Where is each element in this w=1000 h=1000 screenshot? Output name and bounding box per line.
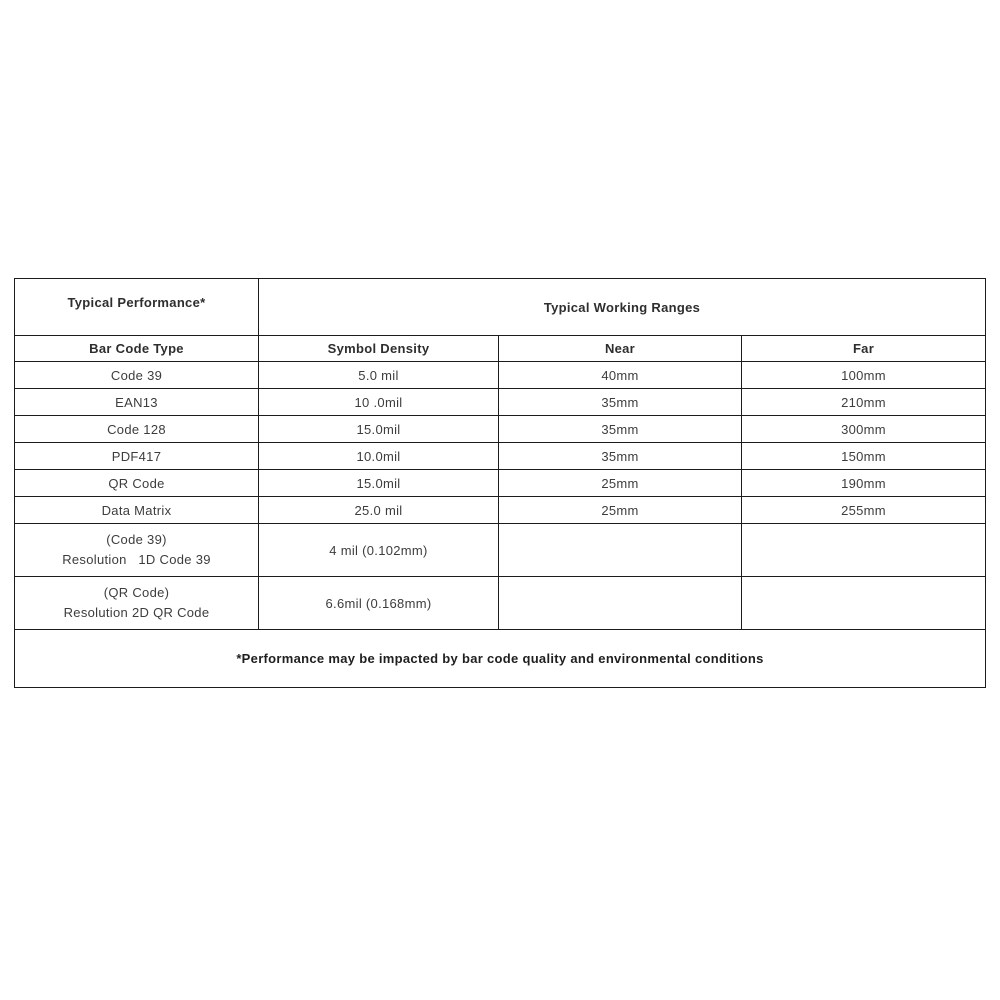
column-header-far: Far: [742, 336, 986, 362]
cell-far: 150mm: [742, 443, 986, 470]
cell-resolution-label: [15, 577, 259, 630]
cell-near: 35mm: [499, 443, 742, 470]
cell-density: 10.0mil: [259, 443, 499, 470]
cell-density: 10 .0mil: [259, 389, 499, 416]
cell-far: 100mm: [742, 362, 986, 389]
cell-near-empty: [499, 524, 742, 577]
cell-type: Code 39: [15, 362, 259, 389]
table-row: [15, 470, 986, 497]
cell-near: 35mm: [499, 389, 742, 416]
header-row-1: [15, 279, 986, 336]
cell-type: QR Code: [15, 470, 259, 497]
column-header-near: Near: [499, 336, 742, 362]
cell-type: Code 128: [15, 416, 259, 443]
cell-far-empty: [742, 577, 986, 630]
cell-far: 255mm: [742, 497, 986, 524]
cell-density: 15.0mil: [259, 416, 499, 443]
resolution-label-line1: (Code 39): [106, 532, 167, 547]
cell-near-empty: [499, 577, 742, 630]
performance-spec-table: [14, 278, 986, 688]
resolution-label-line1: (QR Code): [103, 585, 170, 600]
column-header-bar-code-type: Bar Code Type: [15, 336, 259, 362]
resolution-label-line2: Resolution 2D QR Code: [63, 605, 210, 620]
cell-far: 300mm: [742, 416, 986, 443]
cell-far-empty: [742, 524, 986, 577]
cell-near: 35mm: [499, 416, 742, 443]
cell-type: PDF417: [15, 443, 259, 470]
resolution-row-1d: [15, 524, 986, 577]
column-header-symbol-density: Symbol Density: [259, 336, 499, 362]
header-typical-performance: Typical Performance*: [15, 279, 259, 336]
cell-density: 4 mil (0.102mm): [259, 524, 499, 577]
cell-density: 25.0 mil: [259, 497, 499, 524]
table-row: [15, 443, 986, 470]
cell-resolution-label: [15, 524, 259, 577]
cell-far: 210mm: [742, 389, 986, 416]
cell-density: 15.0mil: [259, 470, 499, 497]
cell-far: 190mm: [742, 470, 986, 497]
cell-density: 5.0 mil: [259, 362, 499, 389]
table-row: [15, 362, 986, 389]
table-row: [15, 389, 986, 416]
cell-density: 6.6mil (0.168mm): [259, 577, 499, 630]
footnote-text: *Performance may be impacted by bar code quality and environmental conditions: [15, 630, 986, 688]
cell-near: 40mm: [499, 362, 742, 389]
resolution-label-line2: Resolution 1D Code 39: [62, 552, 211, 567]
resolution-row-2d: [15, 577, 986, 630]
cell-type: EAN13: [15, 389, 259, 416]
table-row: [15, 497, 986, 524]
cell-near: 25mm: [499, 497, 742, 524]
cell-type: Data Matrix: [15, 497, 259, 524]
header-typical-working-ranges: Typical Working Ranges: [259, 279, 986, 336]
cell-near: 25mm: [499, 470, 742, 497]
header-row-2: [15, 336, 986, 362]
table-row: [15, 416, 986, 443]
footnote-row: [15, 630, 986, 688]
